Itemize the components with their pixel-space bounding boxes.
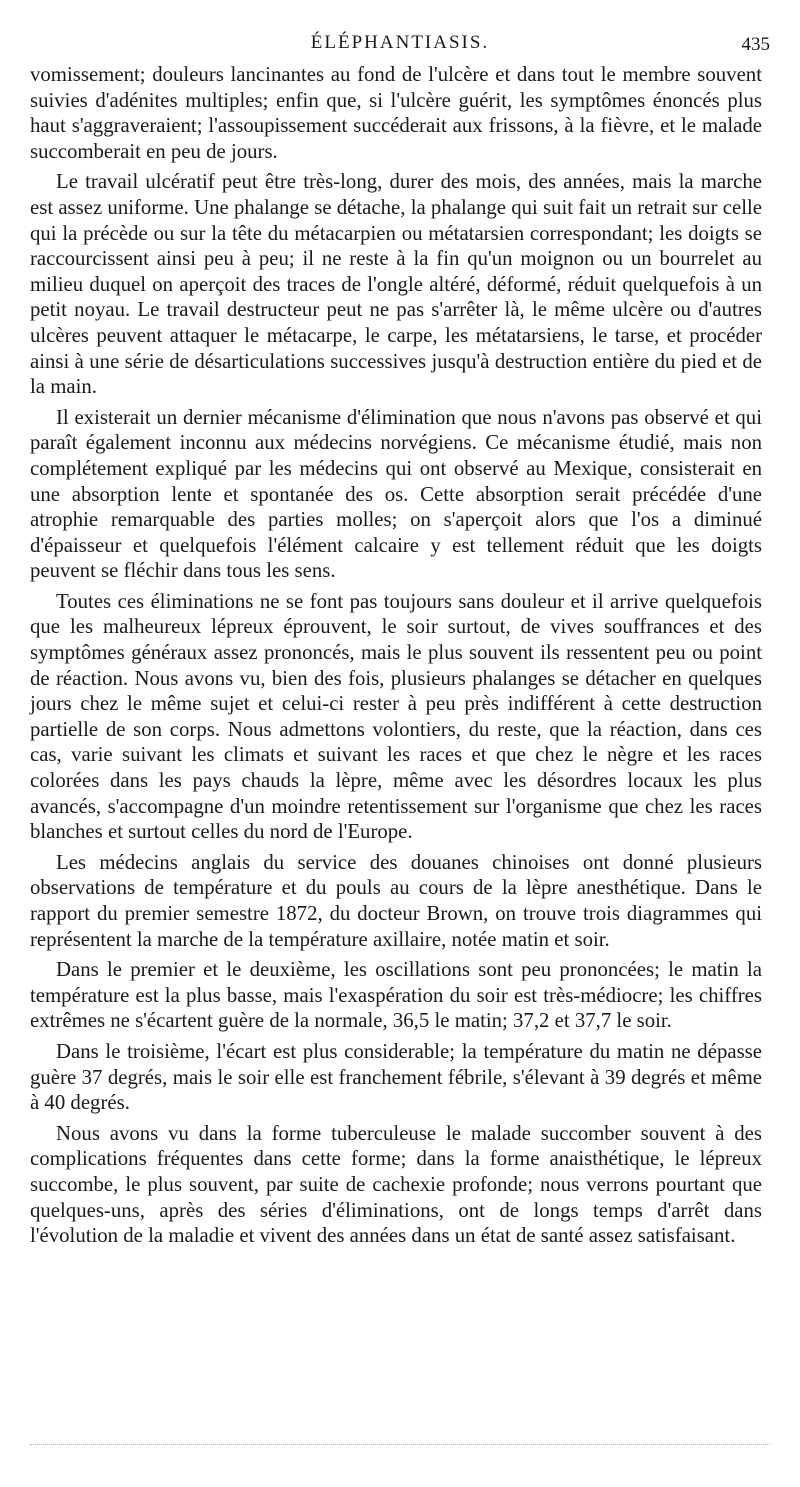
paragraph-temperature-observations: Les médecins anglais du service des douanes chinoises ont donné plusieurs observations de température et du pouls au cours de la lèpre anesthétique. Dans le rapport du premier semestre 1872, du docteur Brown, on trouve trois diagrammes qui représentent la marche de la température axillaire, notée matin et soir. [30,850,762,951]
paragraph-first-second-diagrams: Dans le premier et le deuxième, les oscillations sont peu prononcées; le matin la température est la plus basse, mais l'exaspération du soir est très-médiocre; les chiffres extrêmes ne s'écartent guère de la normale, 36,5 le matin; 37,2 et 37,7 le soir. [30,958,762,1033]
paragraph-ulcerative-process: Le travail ulcératif peut être très-long, durer des mois, des années, mais la marche est assez uniforme. Une phalange se détache, la phalange qui suit fait un retrait sur celle qui la précède ou sur la tête du métacarpien ou métatarsien correspondant; les doigts se raccourcissent ainsi peu à peu; il ne reste à la fin qu'un moignon ou un bourrelet au milieu duquel on aperçoit des traces de l'ongle altéré, déformé, réduit quelquefois à un petit noyau. Le travail destructeur peut ne pas s'arrêter là, le même ulcère ou d'autres ulcères peuvent attaquer le métacarpe, le carpe, les métatarsiens, le tarse, et procéder ainsi à une série de désarticulations successives jusqu'à destruction entière du pied et de la main. [30,170,762,399]
paragraph-continued: vomissement; douleurs lancinantes au fond de l'ulcère et dans tout le membre souvent suivies d'adénites multiples; enfin que, si l'ulcère guérit, les symptômes énoncés plus haut s'aggraveraient; l'assoupissement succéderait aux frissons, à la fièvre, et le malade succomberait en peu de jours. [30,63,762,163]
running-title: ÉLÉPHANTIASIS. [310,32,490,53]
page-bottom-divider [30,1444,770,1445]
page-number: 435 [741,34,770,55]
paragraph-elimination-mechanism: Il existerait un dernier mécanisme d'élimination que nous n'avons pas observé et qui paraît également inconnu aux médecins norvégiens. Ce mécanisme étudié, mais non complétement expliqué par les médecins qui ont observé au Mexique, consisterait en une absorption lente et spontanée des os. Cette absorption serait précédée d'une atrophie remarquable des parties molles; on s'aperçoit alors que l'os a diminué d'épaisseur et quelquefois l'élément calcaire y est tellement réduit que les doigts peuvent se fléchir dans tous les sens. [30,405,762,583]
paragraph-third-diagram: Dans le troisième, l'écart est plus considerable; la température du matin ne dépasse guère 37 degrés, mais le soir elle est franchement fébrile, s'élevant à 39 degrés et même à 40 degrés. [30,1039,762,1115]
book-page [30,0,770,1487]
body-text [30,62,762,1254]
paragraph-pain-reaction: Toutes ces éliminations ne se font pas toujours sans douleur et il arrive quelquefois que les malheureux lépreux éprouvent, le soir surtout, de vives souffrances et des symptômes généraux assez prononcés, mais le plus souvent ils ressentent peu ou point de réaction. Nous avons vu, bien des fois, plusieurs phalanges se détacher en quelques jours chez le même sujet et celui-ci rester à peu près indifférent à cette destruction partielle de son corps. Nous admettons volontiers, du reste, que la réaction, dans ces cas, varie suivant les climats et suivant les races et que chez le nègre et les races colorées dans les pays chauds la lèpre, même avec les désordres locaux les plus avancés, s'accompagne d'un moindre retentissement sur l'organisme que chez les races blanches et surtout celles du nord de l'Europe. [30,589,762,844]
running-head [30,32,770,58]
paragraph-outcome: Nous avons vu dans la forme tuberculeuse le malade succomber souvent à des complications fréquentes dans cette forme; dans la forme anaisthétique, le lépreux succombe, le plus souvent, par suite de cachexie profonde; nous verrons pourtant que quelques-uns, après des séries d'éliminations, ont de longs temps d'arrêt dans l'évolution de la maladie et vivent des années dans un état de santé assez satisfaisant. [30,1121,762,1248]
